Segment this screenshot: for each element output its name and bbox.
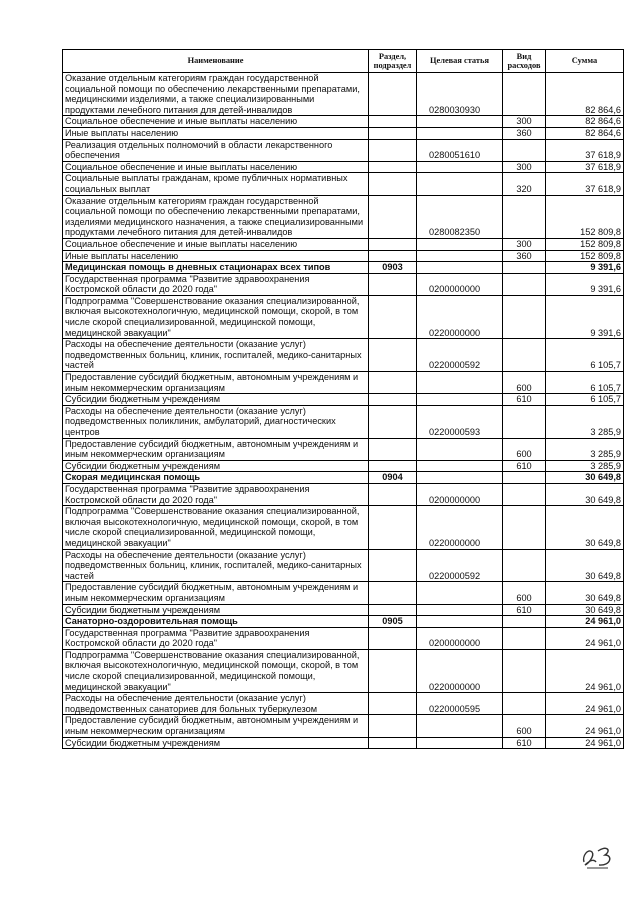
cell-code xyxy=(417,394,503,406)
cell-section xyxy=(369,139,417,161)
cell-sum: 24 961,0 xyxy=(546,737,624,749)
cell-name: Оказание отдельным категориям граждан государственной социальной помощи по обеспечению лекарственными препаратами, медицинскими изделиями, а также специализированными продуктами лечебного питания для детей-инвалидов xyxy=(63,73,369,116)
cell-sum: 24 961,0 xyxy=(546,693,624,715)
cell-sum: 6 105,7 xyxy=(546,339,624,372)
cell-type xyxy=(503,649,546,692)
header-target: Целевая статья xyxy=(417,50,503,73)
table-row xyxy=(63,483,624,505)
table-row xyxy=(63,394,624,406)
cell-name: Расходы на обеспечение деятельности (оказание услуг) подведомственных больниц, клиник, госпиталей, медико-санитарных частей xyxy=(63,339,369,372)
cell-section xyxy=(369,250,417,262)
cell-sum: 3 285,9 xyxy=(546,405,624,438)
table-row xyxy=(63,339,624,372)
table-row xyxy=(63,238,624,250)
cell-code xyxy=(417,262,503,274)
cell-code xyxy=(417,715,503,737)
cell-sum: 24 961,0 xyxy=(546,715,624,737)
cell-sum: 3 285,9 xyxy=(546,460,624,472)
cell-section xyxy=(369,582,417,604)
cell-name: Санаторно-оздоровительная помощь xyxy=(63,616,369,628)
cell-section xyxy=(369,339,417,372)
cell-type xyxy=(503,616,546,628)
cell-name: Социальные выплаты гражданам, кроме публичных нормативных социальных выплат xyxy=(63,173,369,195)
cell-type: 600 xyxy=(503,372,546,394)
cell-section xyxy=(369,273,417,295)
table-row xyxy=(63,116,624,128)
cell-section xyxy=(369,127,417,139)
cell-type xyxy=(503,472,546,484)
table-row xyxy=(63,273,624,295)
cell-code: 0220000592 xyxy=(417,339,503,372)
table-row xyxy=(63,173,624,195)
table-row xyxy=(63,460,624,472)
cell-section: 0904 xyxy=(369,472,417,484)
cell-type: 600 xyxy=(503,438,546,460)
cell-sum: 6 105,7 xyxy=(546,394,624,406)
budget-table-sheet xyxy=(62,49,623,749)
cell-sum: 30 649,8 xyxy=(546,582,624,604)
table-row xyxy=(63,693,624,715)
cell-sum: 82 864,6 xyxy=(546,73,624,116)
cell-name: Расходы на обеспечение деятельности (оказание услуг) подведомственных санаториев для больных туберкулезом xyxy=(63,693,369,715)
cell-section xyxy=(369,116,417,128)
cell-type xyxy=(503,483,546,505)
cell-code xyxy=(417,372,503,394)
cell-type xyxy=(503,73,546,116)
table-row xyxy=(63,604,624,616)
cell-type: 600 xyxy=(503,582,546,604)
cell-type xyxy=(503,549,546,582)
header-section: Раздел, подраздел xyxy=(369,50,417,73)
cell-section: 0905 xyxy=(369,616,417,628)
cell-type xyxy=(503,693,546,715)
cell-section xyxy=(369,693,417,715)
cell-type: 300 xyxy=(503,238,546,250)
cell-code xyxy=(417,582,503,604)
cell-section xyxy=(369,483,417,505)
cell-sum: 82 864,6 xyxy=(546,127,624,139)
cell-section xyxy=(369,405,417,438)
table-row xyxy=(63,737,624,749)
cell-section xyxy=(369,173,417,195)
cell-name: Медицинская помощь в дневных стационарах всех типов xyxy=(63,262,369,274)
cell-section xyxy=(369,604,417,616)
table-row xyxy=(63,195,624,238)
cell-code: 0200000000 xyxy=(417,483,503,505)
cell-code: 0200000000 xyxy=(417,627,503,649)
header-sum: Сумма xyxy=(546,50,624,73)
cell-code: 0280051610 xyxy=(417,139,503,161)
cell-sum: 9 391,6 xyxy=(546,295,624,338)
cell-section xyxy=(369,649,417,692)
cell-section xyxy=(369,238,417,250)
cell-type: 300 xyxy=(503,161,546,173)
cell-type xyxy=(503,627,546,649)
cell-name: Субсидии бюджетным учреждениям xyxy=(63,737,369,749)
cell-name: Расходы на обеспечение деятельности (оказание услуг) подведомственных больниц, клиник, госпиталей, медико-санитарных частей xyxy=(63,549,369,582)
table-body xyxy=(63,73,624,749)
header-name: Наименование xyxy=(63,50,369,73)
cell-sum: 30 649,8 xyxy=(546,506,624,549)
cell-sum: 30 649,8 xyxy=(546,472,624,484)
cell-sum: 152 809,8 xyxy=(546,238,624,250)
cell-name: Подпрограмма "Совершенствование оказания специализированной, включая высокотехнологичную, медицинской помощи, скорой, в том числе скорой специализированной, медицинской помощи, медицинской эвакуации" xyxy=(63,649,369,692)
cell-code: 0220000592 xyxy=(417,549,503,582)
cell-name: Подпрограмма "Совершенствование оказания специализированной, включая высокотехнологичную, медицинской помощи, скорой, в том числе скорой специализированной, медицинской помощи, медицинской эвакуации" xyxy=(63,295,369,338)
table-row xyxy=(63,127,624,139)
cell-name: Государственная программа "Развитие здравоохранения Костромской области до 2020 года" xyxy=(63,483,369,505)
cell-section xyxy=(369,195,417,238)
cell-code xyxy=(417,116,503,128)
cell-code: 0220000000 xyxy=(417,649,503,692)
cell-section xyxy=(369,372,417,394)
cell-sum: 30 649,8 xyxy=(546,549,624,582)
cell-sum: 152 809,8 xyxy=(546,250,624,262)
cell-type: 610 xyxy=(503,604,546,616)
cell-name: Социальное обеспечение и иные выплаты населению xyxy=(63,161,369,173)
cell-type: 610 xyxy=(503,737,546,749)
cell-type xyxy=(503,273,546,295)
cell-sum: 30 649,8 xyxy=(546,604,624,616)
cell-type: 300 xyxy=(503,116,546,128)
cell-type xyxy=(503,139,546,161)
cell-type: 610 xyxy=(503,460,546,472)
cell-code: 0280082350 xyxy=(417,195,503,238)
cell-name: Субсидии бюджетным учреждениям xyxy=(63,394,369,406)
cell-section xyxy=(369,715,417,737)
cell-code xyxy=(417,127,503,139)
table-row xyxy=(63,405,624,438)
table-row xyxy=(63,715,624,737)
cell-sum: 3 285,9 xyxy=(546,438,624,460)
cell-name: Социальное обеспечение и иные выплаты населению xyxy=(63,238,369,250)
budget-table xyxy=(62,49,624,749)
cell-type: 360 xyxy=(503,127,546,139)
cell-name: Субсидии бюджетным учреждениям xyxy=(63,604,369,616)
table-row xyxy=(63,161,624,173)
cell-section xyxy=(369,506,417,549)
table-row xyxy=(63,649,624,692)
cell-name: Подпрограмма "Совершенствование оказания специализированной, включая высокотехнологичную, медицинской помощи, скорой, в том числе скорой специализированной, медицинской помощи, медицинской эвакуации" xyxy=(63,506,369,549)
cell-code xyxy=(417,438,503,460)
cell-sum: 152 809,8 xyxy=(546,195,624,238)
cell-code xyxy=(417,604,503,616)
cell-section xyxy=(369,627,417,649)
cell-section xyxy=(369,161,417,173)
cell-code: 0220000595 xyxy=(417,693,503,715)
cell-type xyxy=(503,195,546,238)
cell-section xyxy=(369,549,417,582)
header-type: Вид расходов xyxy=(503,50,546,73)
table-header-row xyxy=(63,50,624,73)
cell-name: Реализация отдельных полномочий в области лекарственного обеспечения xyxy=(63,139,369,161)
cell-name: Иные выплаты населению xyxy=(63,127,369,139)
table-row xyxy=(63,627,624,649)
table-row xyxy=(63,582,624,604)
cell-name: Иные выплаты населению xyxy=(63,250,369,262)
table-row xyxy=(63,295,624,338)
cell-name: Предоставление субсидий бюджетным, автономным учреждениям и иным некоммерческим организациям xyxy=(63,582,369,604)
cell-section xyxy=(369,737,417,749)
cell-sum: 9 391,6 xyxy=(546,273,624,295)
cell-sum: 37 618,9 xyxy=(546,173,624,195)
cell-name: Предоставление субсидий бюджетным, автономным учреждениям и иным некоммерческим организациям xyxy=(63,438,369,460)
cell-section xyxy=(369,394,417,406)
cell-type xyxy=(503,295,546,338)
cell-section xyxy=(369,460,417,472)
cell-code: 0280030930 xyxy=(417,73,503,116)
cell-name: Оказание отдельным категориям граждан государственной социальной помощи по обеспечению лекарственными препаратами, изделиями медицинского назначения, а также специализированными продуктами лечебного питания для детей-инвалидов xyxy=(63,195,369,238)
cell-code: 0220000593 xyxy=(417,405,503,438)
cell-sum: 6 105,7 xyxy=(546,372,624,394)
cell-sum: 9 391,6 xyxy=(546,262,624,274)
cell-type: 600 xyxy=(503,715,546,737)
cell-name: Субсидии бюджетным учреждениям xyxy=(63,460,369,472)
cell-name: Предоставление субсидий бюджетным, автономным учреждениям и иным некоммерческим организациям xyxy=(63,715,369,737)
cell-type xyxy=(503,339,546,372)
cell-code: 0220000000 xyxy=(417,506,503,549)
cell-code xyxy=(417,161,503,173)
cell-code xyxy=(417,238,503,250)
table-row xyxy=(63,506,624,549)
table-row xyxy=(63,616,624,628)
table-row xyxy=(63,372,624,394)
table-row xyxy=(63,472,624,484)
table-row xyxy=(63,438,624,460)
cell-sum: 37 618,9 xyxy=(546,139,624,161)
cell-code xyxy=(417,250,503,262)
cell-section xyxy=(369,438,417,460)
cell-sum: 24 961,0 xyxy=(546,649,624,692)
cell-code xyxy=(417,173,503,195)
table-row xyxy=(63,262,624,274)
table-row xyxy=(63,73,624,116)
cell-name: Государственная программа "Развитие здравоохранения Костромской области до 2020 года" xyxy=(63,273,369,295)
cell-section xyxy=(369,73,417,116)
cell-code xyxy=(417,616,503,628)
cell-type xyxy=(503,262,546,274)
cell-name: Государственная программа "Развитие здравоохранения Костромской области до 2020 года" xyxy=(63,627,369,649)
cell-code xyxy=(417,472,503,484)
table-row xyxy=(63,250,624,262)
cell-sum: 82 864,6 xyxy=(546,116,624,128)
cell-type xyxy=(503,506,546,549)
cell-name: Скорая медицинская помощь xyxy=(63,472,369,484)
cell-type xyxy=(503,405,546,438)
cell-name: Расходы на обеспечение деятельности (оказание услуг) подведомственных поликлиник, амбулаторий, диагностических центров xyxy=(63,405,369,438)
cell-name: Социальное обеспечение и иные выплаты населению xyxy=(63,116,369,128)
cell-code xyxy=(417,460,503,472)
cell-type: 360 xyxy=(503,250,546,262)
cell-sum: 24 961,0 xyxy=(546,616,624,628)
cell-sum: 30 649,8 xyxy=(546,483,624,505)
cell-code: 0200000000 xyxy=(417,273,503,295)
handwritten-page-number xyxy=(578,838,618,872)
cell-type: 320 xyxy=(503,173,546,195)
table-row xyxy=(63,139,624,161)
cell-sum: 24 961,0 xyxy=(546,627,624,649)
cell-type: 610 xyxy=(503,394,546,406)
cell-name: Предоставление субсидий бюджетным, автономным учреждениям и иным некоммерческим организациям xyxy=(63,372,369,394)
cell-section: 0903 xyxy=(369,262,417,274)
cell-code: 0220000000 xyxy=(417,295,503,338)
cell-code xyxy=(417,737,503,749)
cell-section xyxy=(369,295,417,338)
table-row xyxy=(63,549,624,582)
cell-sum: 37 618,9 xyxy=(546,161,624,173)
